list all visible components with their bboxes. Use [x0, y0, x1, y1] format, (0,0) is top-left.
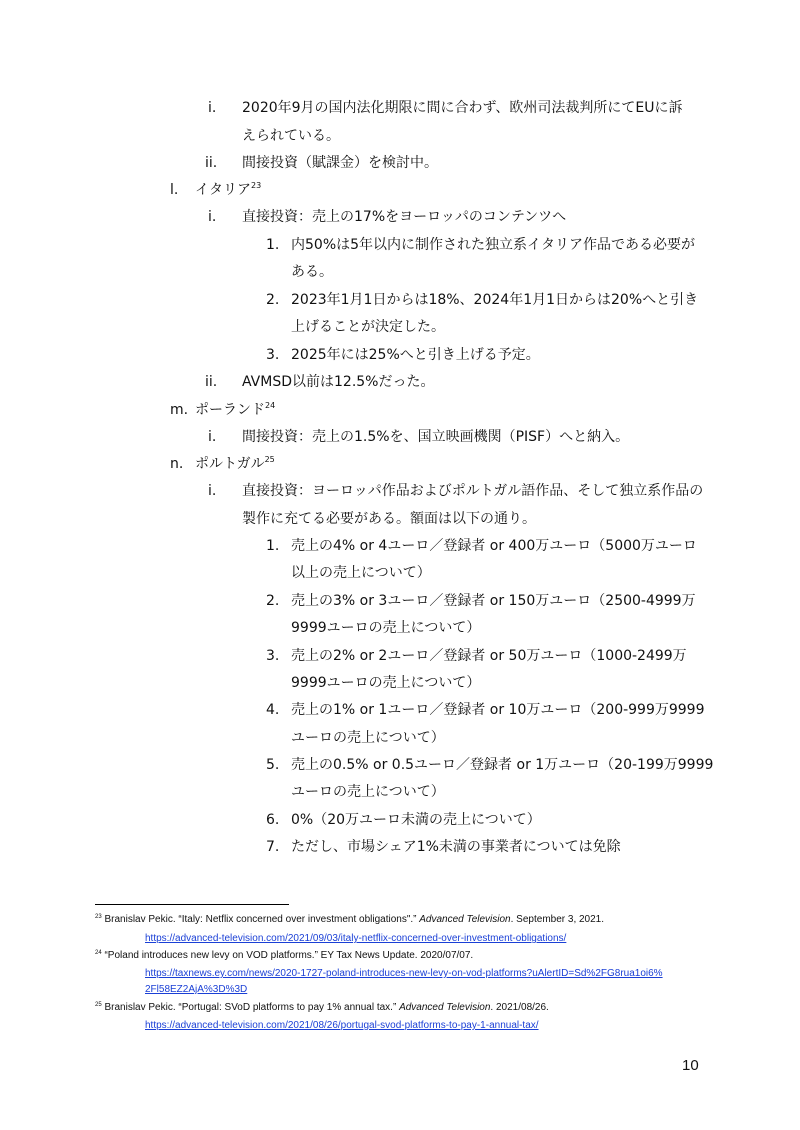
page-number: 10	[682, 1057, 699, 1074]
list-item-text: 間接投資：売上の1.5%を、国立映画機関（PISF）へと納入。	[242, 429, 630, 445]
sub-list-text: 9999ユーロの売上について）	[291, 675, 481, 691]
footnote-text: . 2021/08/26.	[490, 1002, 549, 1013]
sub-list-number: 2.	[266, 593, 280, 609]
footnote-number: 24	[95, 950, 102, 956]
footnote-text: Branislav Pekic. “Italy: Netflix concerned over investment obligations".”	[104, 914, 420, 925]
sub-list-text: 0%（20万ユーロ未満の売上について）	[291, 812, 541, 828]
country-name: ポルトガル	[195, 456, 265, 472]
footnote-link[interactable]: https://taxnews.ey.com/news/2020-1727-poland-introduces-new-levy-on-vod-platforms?uAlertID=Sd%2FG8rua1oi6%	[145, 968, 663, 979]
footnote-source: Advanced Television	[399, 1002, 491, 1013]
footnote-ref[interactable]: 25	[264, 455, 275, 464]
footnote-23	[95, 913, 604, 927]
country-name: イタリア	[195, 182, 251, 198]
footnote-link[interactable]: https://advanced-television.com/2021/09/03/italy-netflix-concerned-over-investment-obligations/	[145, 933, 567, 944]
sub-list-text: 以上の売上について）	[291, 565, 431, 581]
sub-list-text: 2025年には25%へと引き上げる予定。	[291, 347, 540, 363]
footnote-number: 23	[95, 914, 102, 920]
sub-list-text: ただし、市場シェア1%未満の事業者については免除	[291, 839, 621, 855]
list-item-text: 直接投資：売上の17%をヨーロッパのコンテンツへ	[242, 209, 567, 225]
sub-list-text: 9999ユーロの売上について）	[291, 620, 481, 636]
section-marker: m.	[170, 402, 189, 418]
footnote-number: 25	[95, 1002, 102, 1008]
footnote-25	[95, 1001, 549, 1015]
list-item-text: 直接投資：ヨーロッパ作品およびポルトガル語作品、そして独立系作品の	[242, 483, 704, 499]
section-marker: l.	[170, 182, 179, 198]
list-item-text: 間接投資（賦課金）を検討中。	[242, 155, 438, 171]
list-item-text: 2020年9月の国内法化期限に間に合わず、欧州司法裁判所にてEUに訴	[242, 100, 683, 116]
footnote-link-cont[interactable]: 2Fl58EZ2AjA%3D%3D	[145, 984, 248, 995]
sub-list-number: 4.	[266, 702, 280, 718]
sub-list-text: 上げることが決定した。	[291, 319, 445, 335]
sub-list-number: 3.	[266, 648, 280, 664]
footnote-ref[interactable]: 24	[265, 401, 276, 410]
sub-list-number: 3.	[266, 347, 280, 363]
footnote-24	[95, 949, 473, 963]
sub-list-text: 売上の4% or 4ユーロ／登録者 or 400万ユーロ（5000万ユーロ	[291, 538, 697, 554]
section-marker: n.	[170, 456, 184, 472]
footnote-link[interactable]: https://advanced-television.com/2021/08/26/portugal-svod-platforms-to-pay-1-annual-tax/	[145, 1020, 539, 1031]
sub-list-number: 1.	[266, 538, 280, 554]
list-marker: ii.	[205, 374, 218, 390]
section-heading	[195, 400, 275, 420]
footnote-separator	[95, 904, 289, 905]
footnote-text: . September 3, 2021.	[510, 914, 605, 925]
section-heading	[195, 454, 275, 474]
list-item-text: 製作に充てる必要がある。額面は以下の通り。	[242, 511, 536, 527]
sub-list-text: ある。	[291, 264, 333, 280]
sub-list-text: ユーロの売上について）	[291, 730, 445, 746]
sub-list-number: 6.	[266, 812, 280, 828]
sub-list-text: 売上の1% or 1ユーロ／登録者 or 10万ユーロ（200-999万9999	[291, 702, 705, 718]
section-heading	[195, 180, 261, 200]
country-name: ポーランド	[195, 402, 265, 418]
sub-list-number: 2.	[266, 292, 280, 308]
sub-list-text: 売上の3% or 3ユーロ／登録者 or 150万ユーロ（2500-4999万	[291, 593, 696, 609]
list-item-text: AVMSD以前は12.5%だった。	[242, 374, 435, 390]
list-marker: i.	[208, 429, 217, 445]
sub-list-text: 内50%は5年以内に制作された独立系イタリア作品である必要が	[291, 237, 696, 253]
sub-list-text: 2023年1月1日からは18%、2024年1月1日からは20%へと引き	[291, 292, 699, 308]
footnote-text: “Poland introduces new levy on VOD platforms.” EY Tax News Update. 2020/07/07.	[104, 950, 474, 961]
sub-list-text: 売上の2% or 2ユーロ／登録者 or 50万ユーロ（1000-2499万	[291, 648, 687, 664]
list-marker: i.	[208, 209, 217, 225]
sub-list-number: 5.	[266, 757, 280, 773]
list-marker: i.	[208, 483, 217, 499]
sub-list-text: ユーロの売上について）	[291, 784, 445, 800]
sub-list-number: 7.	[266, 839, 280, 855]
sub-list-number: 1.	[266, 237, 280, 253]
list-marker: i.	[208, 100, 217, 116]
footnote-ref[interactable]: 23	[251, 181, 262, 190]
footnote-source: Advanced Television	[419, 914, 511, 925]
footnote-text: Branislav Pekic. “Portugal: SVoD platforms to pay 1% annual tax.”	[104, 1002, 400, 1013]
list-item-text: えられている。	[242, 128, 340, 144]
sub-list-text: 売上の0.5% or 0.5ユーロ／登録者 or 1万ユーロ（20-199万9999	[291, 757, 714, 773]
list-marker: ii.	[205, 155, 218, 171]
